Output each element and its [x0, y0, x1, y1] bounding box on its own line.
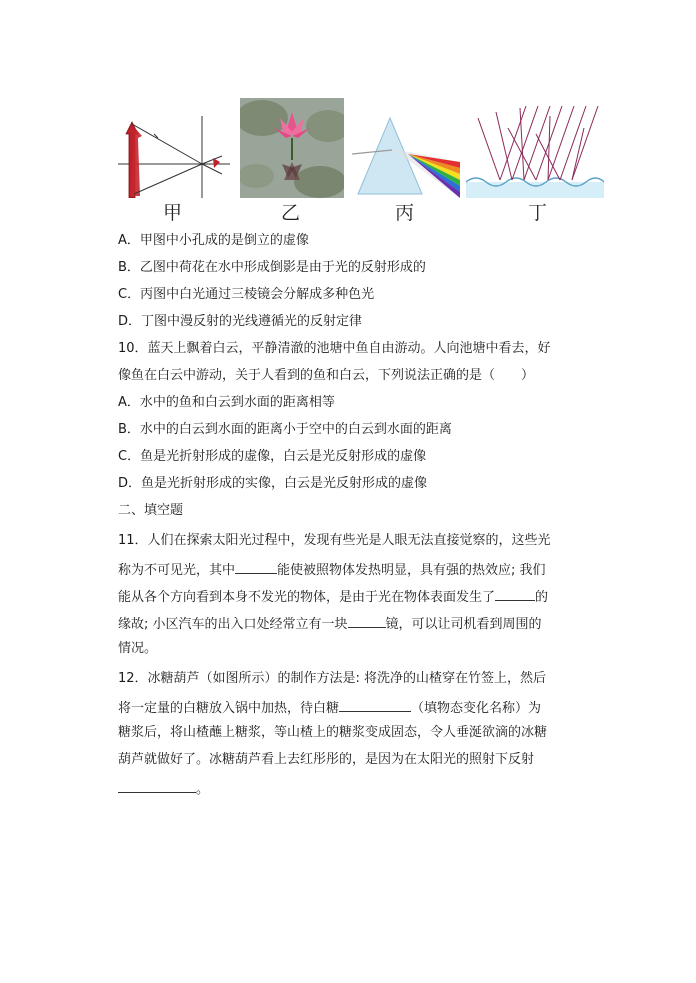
- q11-line4: [118, 613, 542, 634]
- q10-option-d: D．鱼是光折射形成的实像，白云是光反射形成的虚像: [118, 476, 428, 491]
- q11-line2: [118, 559, 546, 580]
- q11-line4-text-b: 镜，可以让司机看到周围的: [385, 617, 542, 632]
- q10-option-c: C．鱼是光折射形成的虚像，白云是光反射形成的虚像: [118, 449, 427, 464]
- q9-option-d: D．丁图中漫反射的光线遵循光的反射定律: [118, 314, 363, 329]
- q11-line2-text-b: 能使被照物体发热明显，具有强的热效应; 我们: [277, 563, 546, 578]
- diffuse-reflection-figure: [466, 98, 604, 198]
- q11-blank-2[interactable]: [495, 586, 535, 601]
- figure-strip: [118, 98, 604, 223]
- q11-line1: 11．人们在探索太阳光过程中，发现有些光是人眼无法直接觉察的，这些光: [118, 533, 551, 548]
- q10-option-b: B．水中的白云到水面的距离小于空中的白云到水面的距离: [118, 422, 452, 437]
- q9-option-a: A．甲图中小孔成的是倒立的虚像: [118, 233, 309, 248]
- q12-blank-1[interactable]: [339, 697, 411, 712]
- q11-line2-text-a: 称为不可见光，其中: [118, 563, 236, 578]
- prism-figure: [352, 98, 460, 198]
- q12-line3: 糖浆后，将山楂蘸上糖浆，等山楂上的糖浆变成固态，令人垂涎欲滴的冰糖: [118, 725, 548, 740]
- q12-line2: [118, 697, 541, 718]
- q10-option-a: A．水中的鱼和白云到水面的距离相等: [118, 395, 335, 410]
- figure-label-jia: 甲: [163, 202, 183, 224]
- q11-line5: 情况。: [118, 641, 158, 656]
- q12-line5: [118, 778, 209, 799]
- q11-blank-3[interactable]: [348, 613, 386, 628]
- q12-line1: 12．冰糖葫芦（如图所示）的制作方法是: 将洗净的山楂穿在竹签上，然后: [118, 671, 547, 686]
- q11-line3-text-b: 的: [535, 590, 549, 605]
- q12-line2-text-a: 将一定量的白糖放入锅中加热，待白糖: [118, 701, 340, 716]
- q10-stem-line2: 像鱼在白云中游动，关于人看到的鱼和白云，下列说法正确的是（ ）: [118, 368, 535, 383]
- q12-line4: 葫芦就做好了。冰糖葫芦看上去红彤彤的，是因为在太阳光的照射下反射: [118, 752, 535, 767]
- q10-stem-line1: 10．蓝天上飘着白云，平静清澈的池塘中鱼自由游动。人向池塘中看去，好: [118, 341, 551, 356]
- figure-label-yi: 乙: [281, 202, 301, 224]
- q12-line5-end: 。: [196, 782, 210, 797]
- pinhole-figure: [118, 98, 232, 198]
- q11-line4-text-a: 缘故; 小区汽车的出入口处经常立有一块: [118, 617, 348, 632]
- q12-blank-2[interactable]: [118, 778, 196, 793]
- q12-line2-text-b: （填物态变化名称）为: [411, 701, 542, 716]
- lotus-photo: [240, 98, 344, 198]
- figure-label-ding: 丁: [528, 202, 548, 224]
- q11-blank-1[interactable]: [235, 559, 277, 574]
- q11-line3: [118, 586, 548, 607]
- q9-option-c: C．丙图中白光通过三棱镜会分解成多种色光: [118, 287, 375, 302]
- section-title: 二、填空题: [118, 503, 184, 518]
- q11-line3-text-a: 能从各个方向看到本身不发光的物体，是由于光在物体表面发生了: [118, 590, 496, 605]
- figure-label-bing: 丙: [395, 202, 415, 224]
- q9-option-b: B．乙图中荷花在水中形成倒影是由于光的反射形成的: [118, 260, 426, 275]
